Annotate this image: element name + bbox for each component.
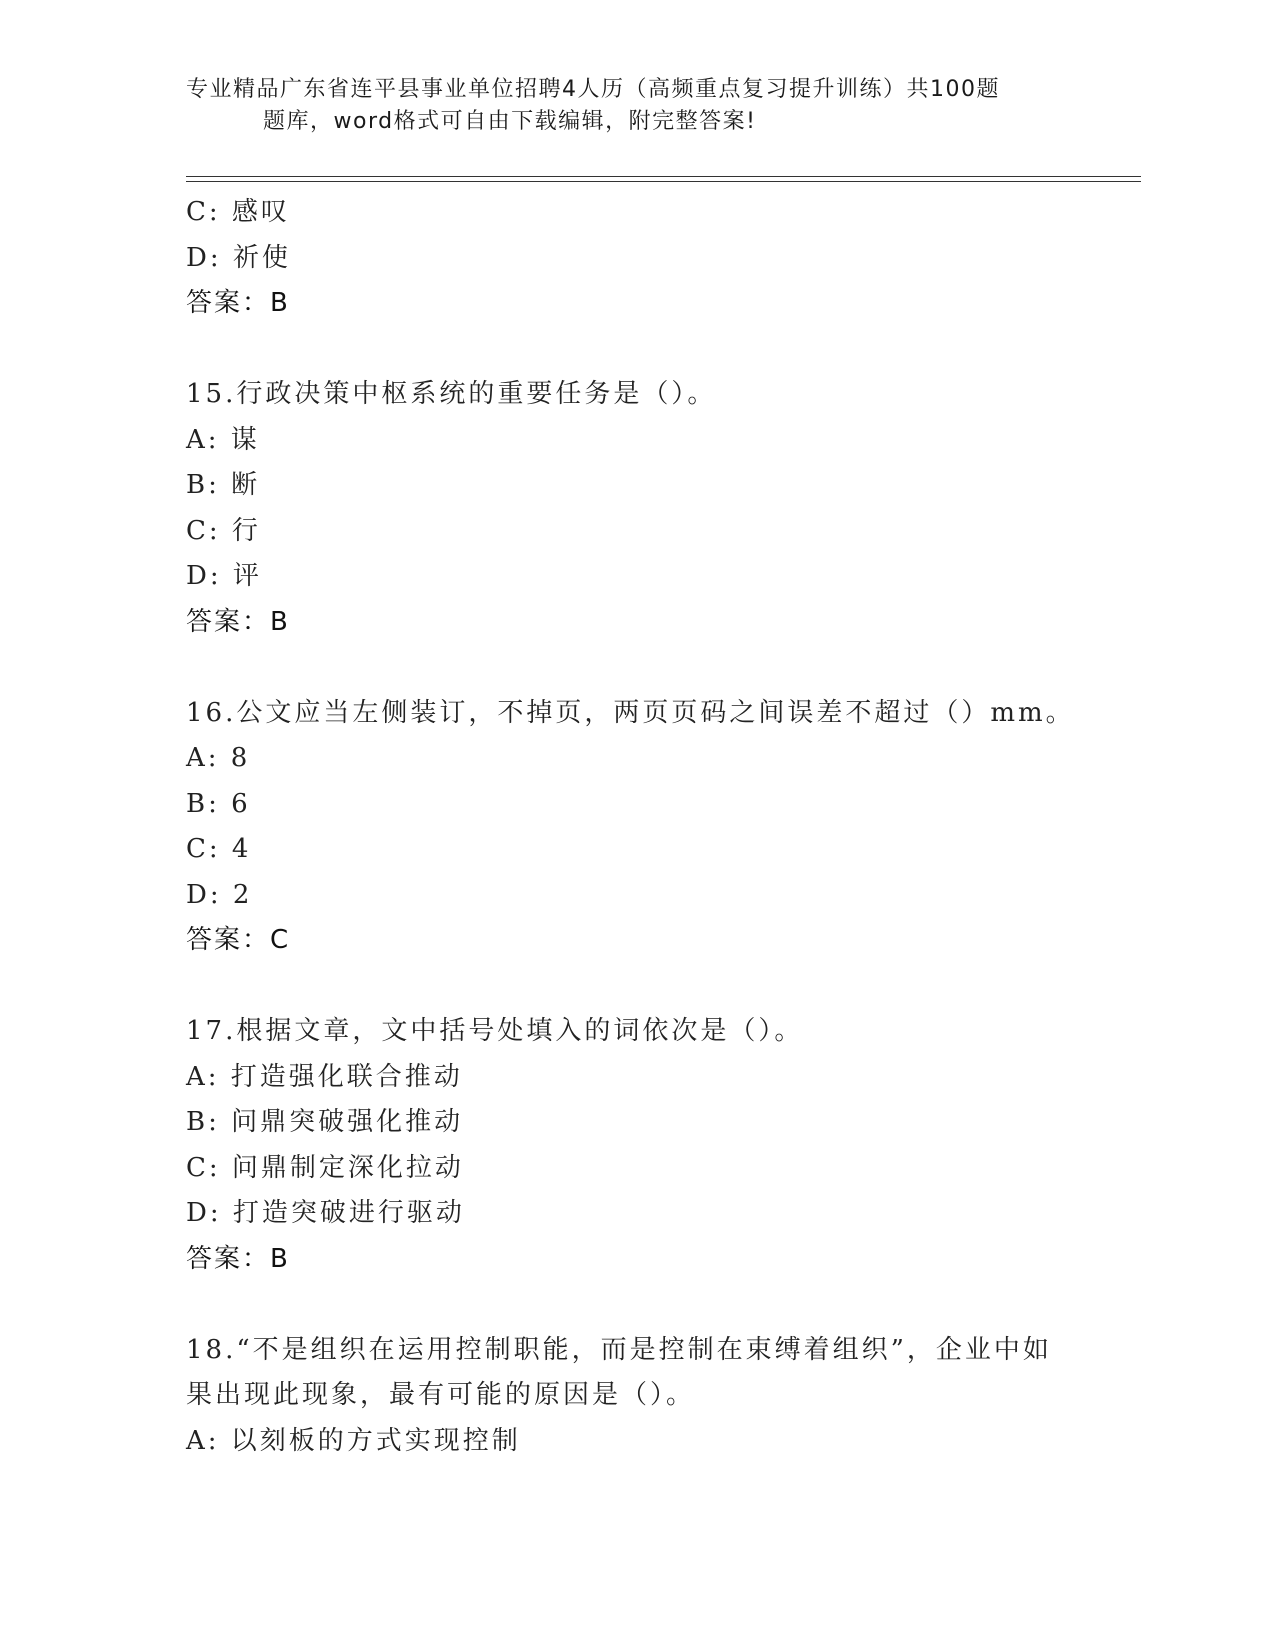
- answer-line: 答案：B: [186, 288, 290, 318]
- header-divider-bottom: [186, 181, 1141, 182]
- answer-line: 答案：B: [186, 1243, 290, 1274]
- question-17: [186, 1009, 1086, 1282]
- option-d: D: 2: [186, 879, 253, 910]
- option-b: B: 问鼎突破强化推动: [186, 1107, 464, 1137]
- spacer: [186, 645, 1086, 691]
- header-divider-top: [186, 176, 1141, 177]
- option-c: C: 问鼎制定深化拉动: [186, 1152, 464, 1183]
- question-stem: 15.行政决策中枢系统的重要任务是（）。: [186, 379, 717, 409]
- question-list: [186, 190, 1086, 1464]
- question-stem-line-1: 18.“不是组织在运用控制职能，而是控制在束缚着组织”，企业中如: [186, 1334, 1052, 1365]
- spacer: [186, 327, 1086, 373]
- option-a: A: 谋: [186, 424, 260, 455]
- option-c: C: 行: [186, 515, 261, 546]
- document-header: [186, 74, 1086, 138]
- option-d: D: 打造突破进行驱动: [186, 1198, 465, 1228]
- option-a: A: 8: [186, 743, 251, 773]
- option-b: B: 6: [186, 788, 251, 819]
- spacer: [186, 1282, 1086, 1328]
- option-a: A: 以刻板的方式实现控制: [186, 1425, 521, 1456]
- question-15: [186, 372, 1086, 645]
- option-c: C: 感叹: [186, 197, 290, 227]
- answer-line: 答案：B: [186, 606, 290, 637]
- answer-line: 答案：C: [186, 925, 291, 955]
- question-stem: 16.公文应当左侧装订，不掉页，两页页码之间误差不超过（）mm。: [186, 697, 1075, 728]
- spacer: [186, 964, 1086, 1010]
- option-d: D: 祈使: [186, 242, 291, 273]
- question-stem: 17.根据文章，文中括号处填入的词依次是（）。: [186, 1016, 804, 1046]
- question-stem-line-2: 果出现此现象，最有可能的原因是（）。: [186, 1380, 696, 1410]
- option-b: B: 断: [186, 470, 261, 500]
- question-14-tail: [186, 190, 1086, 327]
- option-a: A: 打造强化联合推动: [186, 1061, 463, 1092]
- option-c: C: 4: [186, 834, 252, 864]
- question-18: [186, 1328, 1086, 1465]
- header-title-line-2: 题库，word格式可自由下载编辑，附完整答案!: [263, 109, 757, 134]
- option-d: D: 评: [186, 561, 262, 591]
- header-title-line-1: 专业精品广东省连平县事业单位招聘4人历（高频重点复习提升训练）共100题: [186, 77, 1000, 102]
- question-16: [186, 691, 1086, 964]
